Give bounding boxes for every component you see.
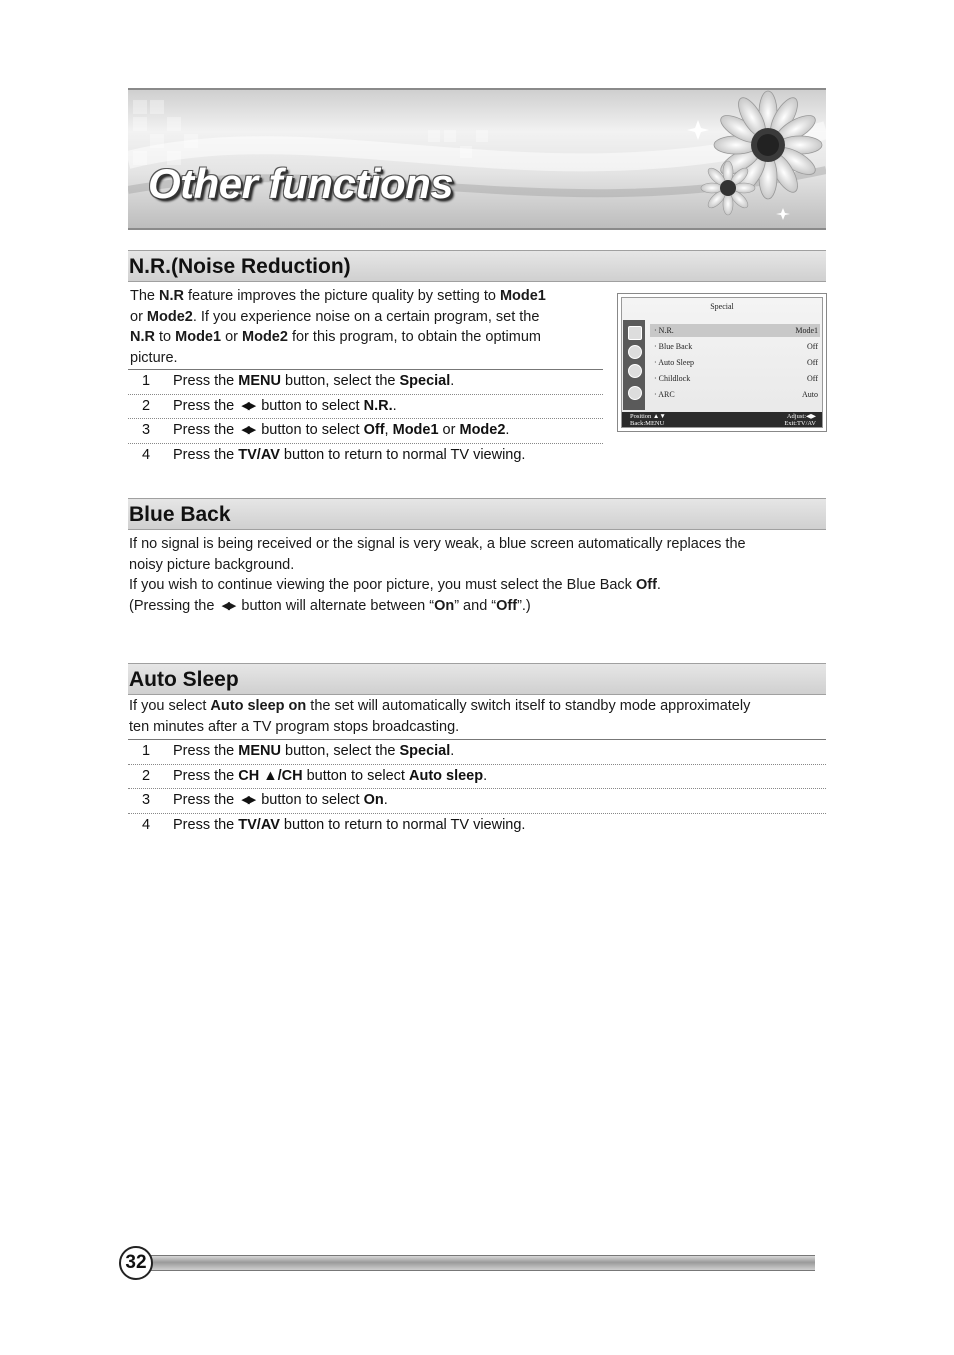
text-run: or	[130, 308, 147, 325]
bold-text: Off	[496, 597, 518, 614]
text-run: If you wish to continue viewing the poor picture, you must select the Blue Back	[129, 577, 636, 593]
step-row	[128, 788, 826, 813]
text-run: Press the	[173, 422, 239, 438]
bold-text: CH ▲/CH	[238, 767, 303, 784]
step-row	[128, 443, 603, 468]
paragraph-line	[129, 534, 819, 555]
step-row	[128, 394, 603, 419]
header-banner	[128, 88, 826, 230]
bold-text: Auto sleep on	[210, 698, 307, 714]
text-run: or	[221, 329, 243, 345]
page-title: Other functions	[148, 160, 454, 207]
text-run: Press the	[173, 397, 239, 414]
bold-text: On	[434, 597, 455, 614]
step-number: 3	[142, 792, 151, 808]
text-run: noisy picture background.	[129, 556, 295, 573]
osd-item-value: Off	[807, 358, 818, 367]
blue-back-body	[129, 534, 819, 616]
flower-menu-icon	[628, 364, 642, 378]
step-row	[128, 369, 603, 394]
step-row	[128, 813, 826, 838]
text-run: or	[438, 422, 460, 438]
osd-menu-item	[650, 324, 820, 337]
text-run: button to select	[257, 422, 364, 438]
bold-text: N.R	[159, 288, 184, 304]
step-text	[173, 765, 487, 788]
bold-text: Mode1	[392, 422, 439, 438]
step-text	[173, 740, 454, 763]
text-run: .	[656, 577, 661, 593]
text-run: Press the	[173, 446, 239, 463]
text-run: .	[450, 743, 455, 759]
step-number: 1	[142, 743, 151, 759]
bold-text: Mode2	[146, 308, 193, 325]
bold-text: Mode1	[175, 329, 222, 345]
paragraph-line	[129, 596, 819, 617]
osd-item-label: · Childlock	[654, 374, 691, 383]
text-run: button to select	[302, 767, 409, 784]
step-number: 4	[142, 446, 151, 463]
text-run: The	[130, 288, 160, 304]
osd-menu-item	[650, 388, 820, 401]
bold-text: Mode2	[242, 329, 288, 345]
osd-menu-item	[650, 340, 820, 353]
text-run: (Pressing the	[129, 597, 219, 614]
text-run: the set will automatically switch itself to standby mode approximately	[306, 698, 751, 714]
osd-menu-illustration	[617, 293, 827, 432]
section-heading-blue-back: Blue Back	[128, 498, 826, 530]
clock-icon	[628, 345, 642, 359]
section-heading-auto-sleep: Auto Sleep	[128, 663, 826, 695]
step-number: 3	[142, 422, 151, 438]
bold-text: TV/AV	[238, 446, 280, 463]
text-run: .	[383, 792, 388, 808]
text-run: ”.)	[517, 597, 531, 614]
left-right-arrow-icon: ◀▶	[241, 399, 255, 412]
osd-menu-item	[650, 372, 820, 385]
bold-text: N.R.	[363, 397, 393, 414]
bold-text: Off	[363, 422, 385, 438]
left-right-arrow-icon: ◀▶	[241, 424, 255, 436]
text-run: button, select the	[280, 373, 400, 389]
text-run: button, select the	[280, 743, 400, 759]
step-text	[173, 789, 388, 812]
text-run: feature improves the picture quality by setting to	[184, 288, 500, 304]
bold-text: MENU	[238, 743, 281, 759]
bold-text: N.R	[130, 329, 155, 345]
bold-text: Mode1	[499, 288, 546, 304]
text-run: Press the	[173, 767, 239, 784]
text-run: .	[505, 422, 510, 438]
step-row	[128, 764, 826, 789]
step-text	[173, 419, 509, 442]
paragraph-line	[129, 555, 819, 576]
text-run: . If you experience noise on a certain program, set the	[192, 308, 540, 325]
bold-text: Special	[399, 373, 451, 389]
step-text	[173, 444, 525, 467]
bold-text: Special	[399, 743, 451, 759]
paragraph-line	[129, 696, 824, 717]
text-run: button to select	[257, 397, 364, 414]
text-run: for this program, to obtain the optimum picture.	[130, 329, 542, 366]
osd-item-value: Off	[807, 374, 818, 383]
step-number: 2	[142, 767, 151, 784]
text-run: Press the	[173, 743, 239, 759]
osd-item-label: · Auto Sleep	[654, 358, 694, 367]
nr-steps	[128, 369, 603, 467]
text-run: If no signal is being received or the signal is very weak, a blue screen automatically replaces the	[129, 536, 746, 552]
text-run: button will alternate between “	[237, 597, 435, 614]
left-right-arrow-icon: ◀▶	[221, 599, 235, 612]
text-run: button to return to normal TV viewing.	[279, 816, 526, 833]
nr-intro	[130, 286, 550, 368]
text-run: ,	[384, 422, 393, 438]
text-run: If you select	[129, 698, 211, 714]
step-row	[128, 418, 603, 443]
section-heading-nr: N.R.(Noise Reduction)	[128, 250, 826, 282]
paragraph-line	[129, 717, 824, 738]
text-run: ten minutes after a TV program stops broadcasting.	[129, 718, 460, 735]
footer-bar	[150, 1255, 815, 1271]
bold-text: Mode2	[459, 422, 506, 438]
text-run: button to select	[257, 792, 364, 808]
step-number: 4	[142, 816, 151, 833]
text-run: button to return to normal TV viewing.	[279, 446, 526, 463]
text-run: .	[483, 767, 488, 784]
text-run: Press the	[173, 816, 239, 833]
step-number: 2	[142, 397, 151, 414]
osd-item-value: Off	[807, 342, 818, 351]
text-run: to	[154, 329, 176, 345]
bold-text: On	[363, 792, 384, 808]
text-run: .	[392, 397, 397, 414]
step-text	[173, 395, 397, 418]
picture-icon	[628, 326, 642, 340]
auto-sleep-steps	[128, 739, 826, 837]
osd-item-label: · N.R.	[654, 326, 674, 335]
text-run: Press the	[173, 373, 239, 389]
text-run: ” and “	[454, 597, 497, 614]
bold-text: MENU	[238, 373, 281, 389]
left-right-arrow-icon: ◀▶	[241, 794, 255, 806]
gear-icon	[628, 386, 642, 400]
osd-item-label: · Blue Back	[654, 342, 693, 351]
step-row	[128, 739, 826, 764]
auto-sleep-body	[129, 696, 824, 737]
osd-sidebar	[623, 320, 645, 410]
bold-text: Off	[635, 577, 657, 593]
text-run: .	[450, 373, 455, 389]
step-text	[173, 814, 525, 837]
bold-text: Auto sleep	[408, 767, 484, 784]
page-number: 32	[119, 1246, 153, 1280]
paragraph-line	[129, 575, 819, 596]
osd-item-value: Mode1	[795, 326, 818, 335]
osd-item-label: · ARC	[654, 390, 675, 399]
osd-footer: Position ▲▼ Back:MENU Adjust:◀▶ Exit:TV/AV	[622, 412, 822, 427]
text-run: Press the	[173, 792, 239, 808]
bold-text: TV/AV	[238, 816, 280, 833]
osd-menu-item	[650, 356, 820, 369]
osd-item-value: Auto	[802, 390, 818, 399]
step-text	[173, 370, 454, 393]
step-number: 1	[142, 373, 151, 389]
osd-title: Special	[710, 302, 734, 311]
